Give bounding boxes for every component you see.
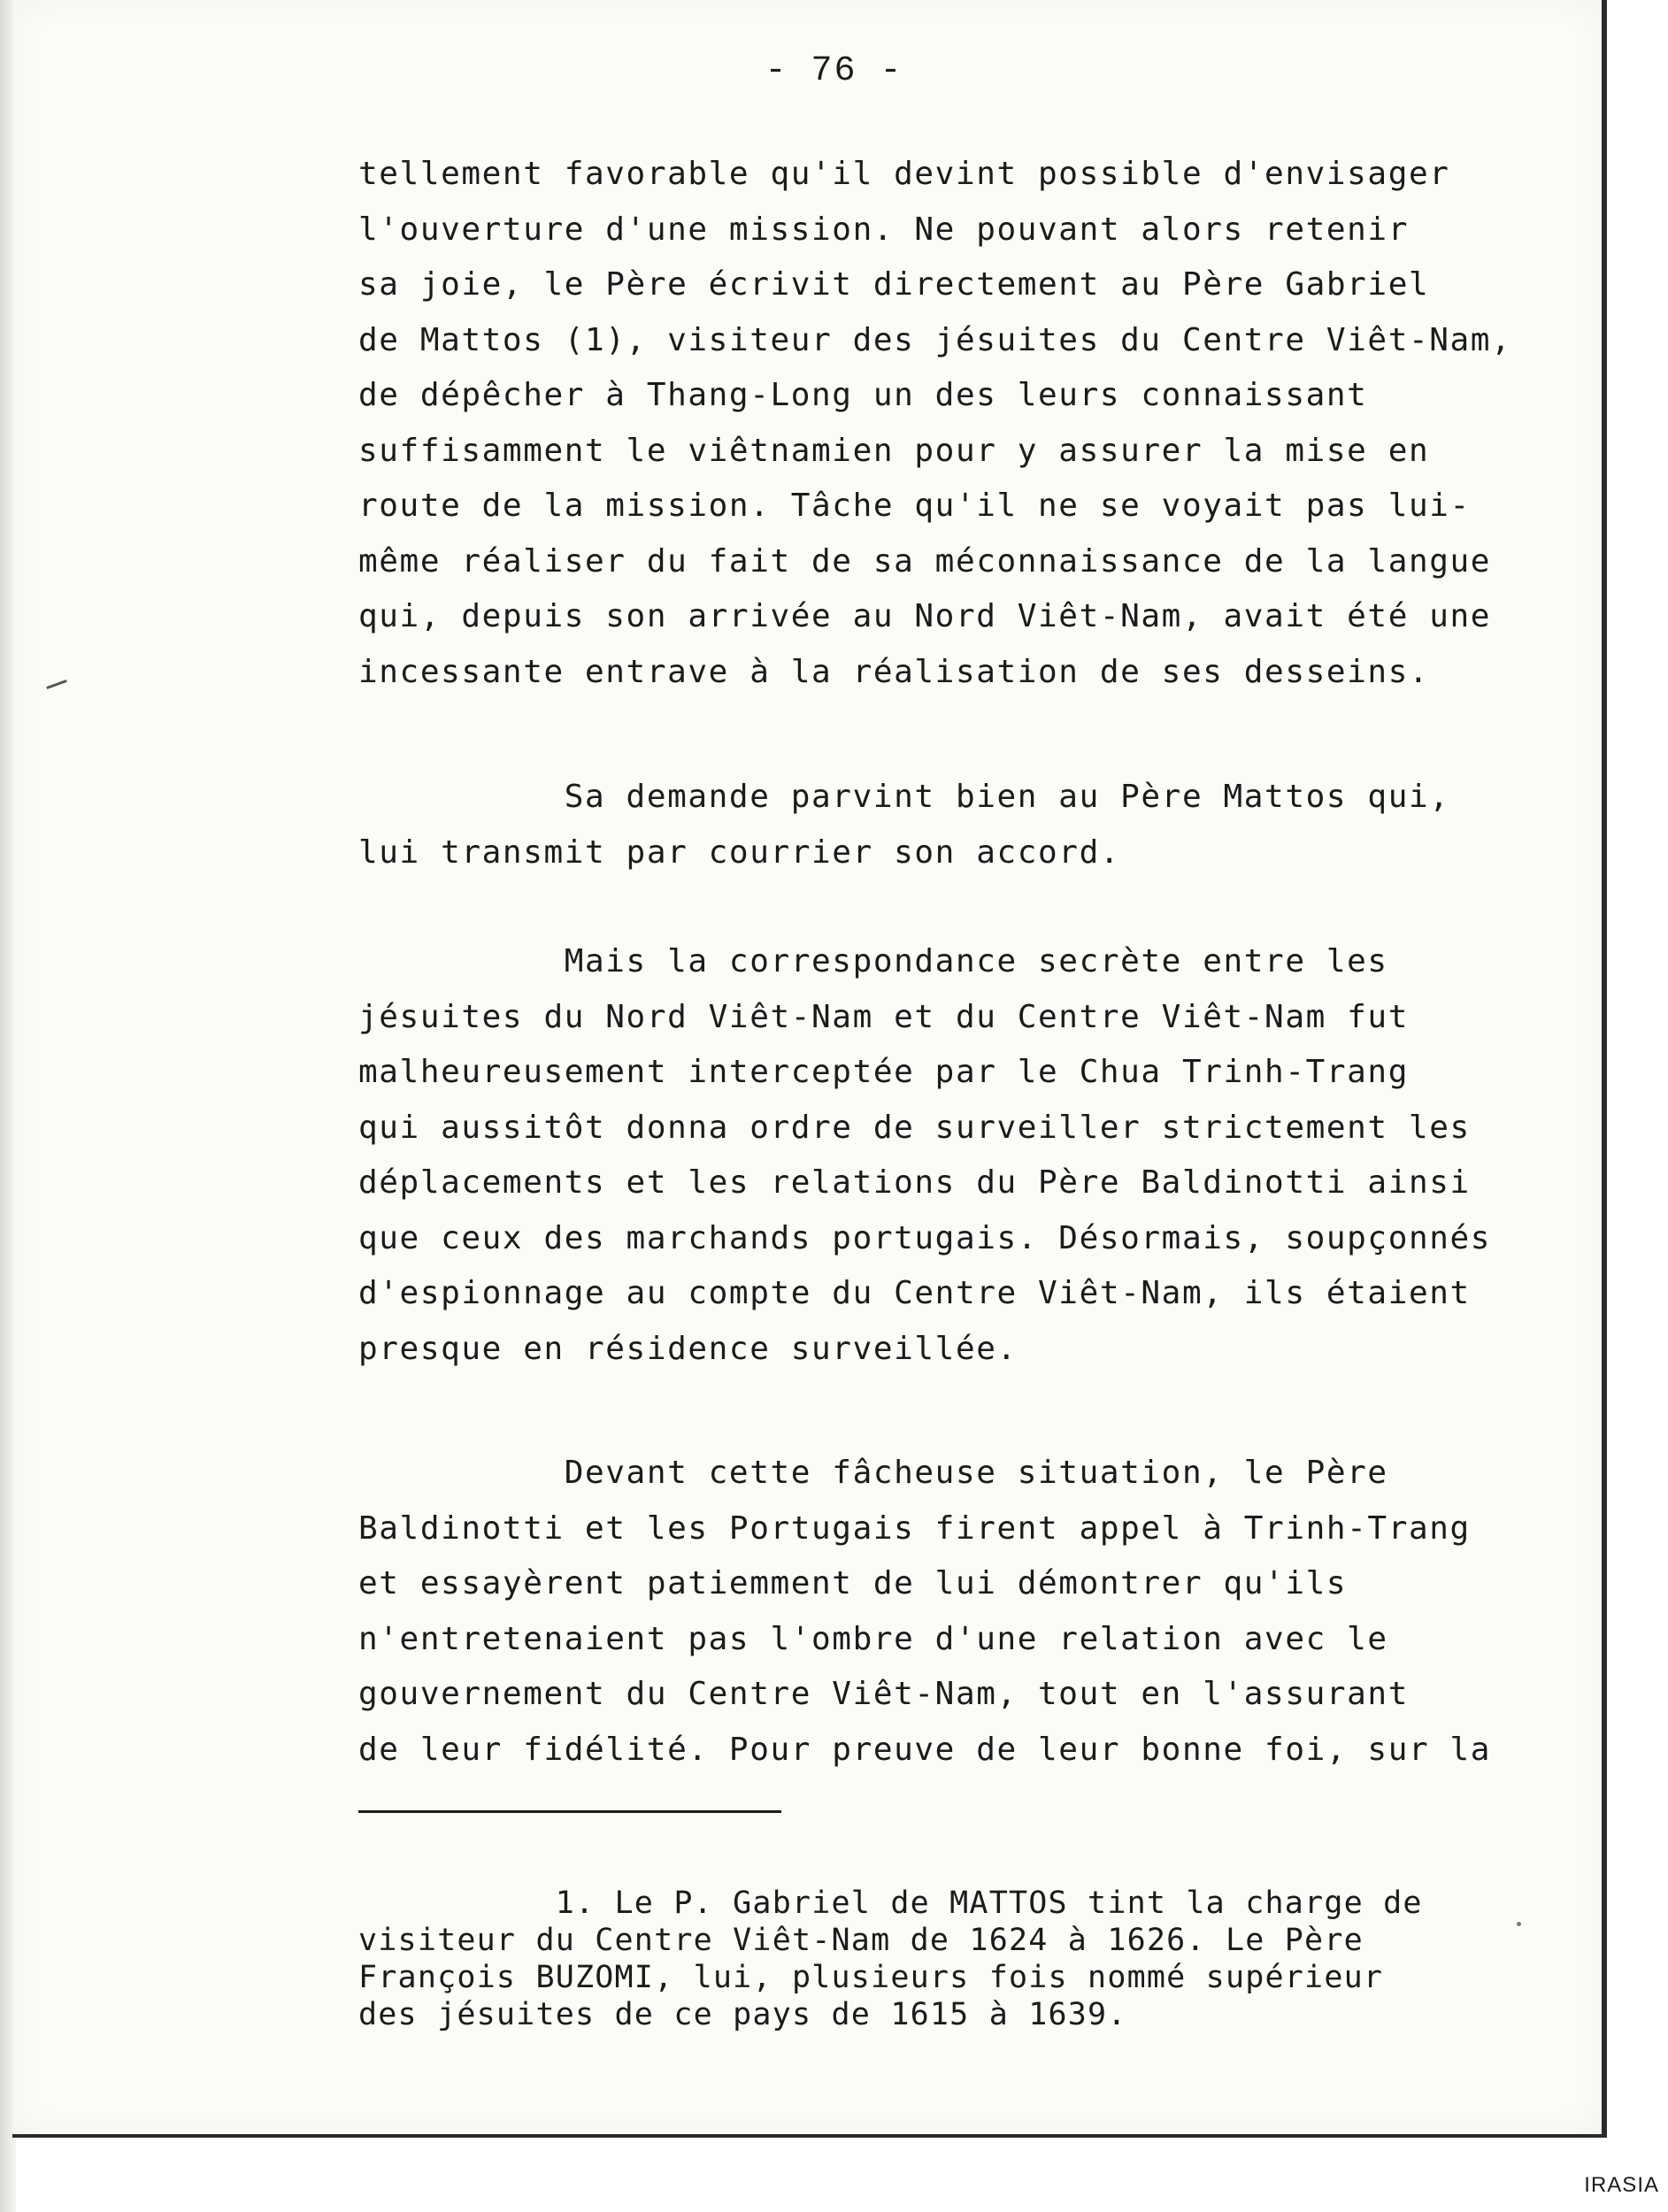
archive-watermark: IRASIA [1584,2173,1659,2197]
text-line: tellement favorable qu'il devint possible d'envisager [358,156,1450,192]
text-line: d'espionnage au compte du Centre Viêt-Nam, ils étaient [358,1275,1471,1311]
text-line: de dépêcher à Thang-Long un des leurs connaissant [358,377,1368,413]
text-line: incessante entrave à la réalisation de ses desseins. [358,653,1430,690]
footnote-line: des jésuites de ce pays de 1615 à 1639. [358,1997,1127,2032]
footnote-line: François BUZOMI, lui, plusieurs fois nommé supérieur [358,1960,1384,1995]
paragraph-1 [358,147,1511,700]
text-line: et essayèrent patiemment de lui démontrer qu'ils [358,1565,1348,1601]
text-line: jésuites du Nord Viêt-Nam et du Centre Viêt-Nam fut [358,998,1409,1035]
text-line: suffisamment le viêtnamien pour y assurer la mise en [358,432,1430,469]
text-line: sa joie, le Père écrivit directement au Père Gabriel [358,266,1430,303]
text-line: route de la mission. Tâche qu'il ne se voyait pas lui- [358,488,1471,524]
text-line: même réaliser du fait de sa méconnaissance de la langue [358,542,1492,580]
text-line: malheureusement interceptée par le Chua Trinh-Trang [358,1054,1409,1090]
footnote-line: visiteur du Centre Viêt-Nam de 1624 à 1626. Le Père [358,1923,1364,1958]
text-line: presque en résidence surveillée. [358,1330,1018,1367]
text-line: n'entretenaient pas l'ombre d'une relation avec le [358,1620,1388,1657]
text-line: qui, depuis son arrivée au Nord Viêt-Nam, avait été une [358,598,1492,634]
text-line: qui aussitôt donna ordre de surveiller strictement les [358,1109,1471,1146]
text-line: Baldinotti et les Portugais firent appel à Trinh-Trang [358,1509,1471,1547]
text-line: de leur fidélité. Pour preuve de leur bonne foi, sur la [358,1731,1492,1768]
text-line: lui transmit par courrier son accord. [358,833,1121,871]
footnote-line: 1. Le P. Gabriel de MATTOS tint la charge de [358,1886,1423,1921]
scan-right-margin [1607,0,1668,2134]
text-line: Devant cette fâcheuse situation, le Père [358,1455,1388,1491]
footnote [358,1885,1423,2033]
paragraph-4 [358,1446,1491,1778]
stray-ink-dot [1517,1922,1521,1926]
text-line: l'ouverture d'une mission. Ne pouvant alors retenir [358,211,1409,248]
page-number: - 76 - [765,51,903,91]
text-line: de Mattos (1), visiteur des jésuites du Centre Viêt-Nam, [358,321,1512,358]
paragraph-2 [358,770,1450,880]
text-line: déplacements et les relations du Père Baldinotti ainsi [358,1164,1471,1201]
text-line: gouvernement du Centre Viêt-Nam, tout en l'assurant [358,1676,1409,1712]
footnote-divider [358,1810,781,1813]
text-line: Mais la correspondance secrète entre les [358,943,1388,979]
text-line: Sa demande parvint bien au Père Mattos qui, [358,779,1450,815]
text-line: que ceux des marchands portugais. Désormais, soupçonnés [358,1219,1492,1256]
paragraph-3 [358,934,1491,1377]
